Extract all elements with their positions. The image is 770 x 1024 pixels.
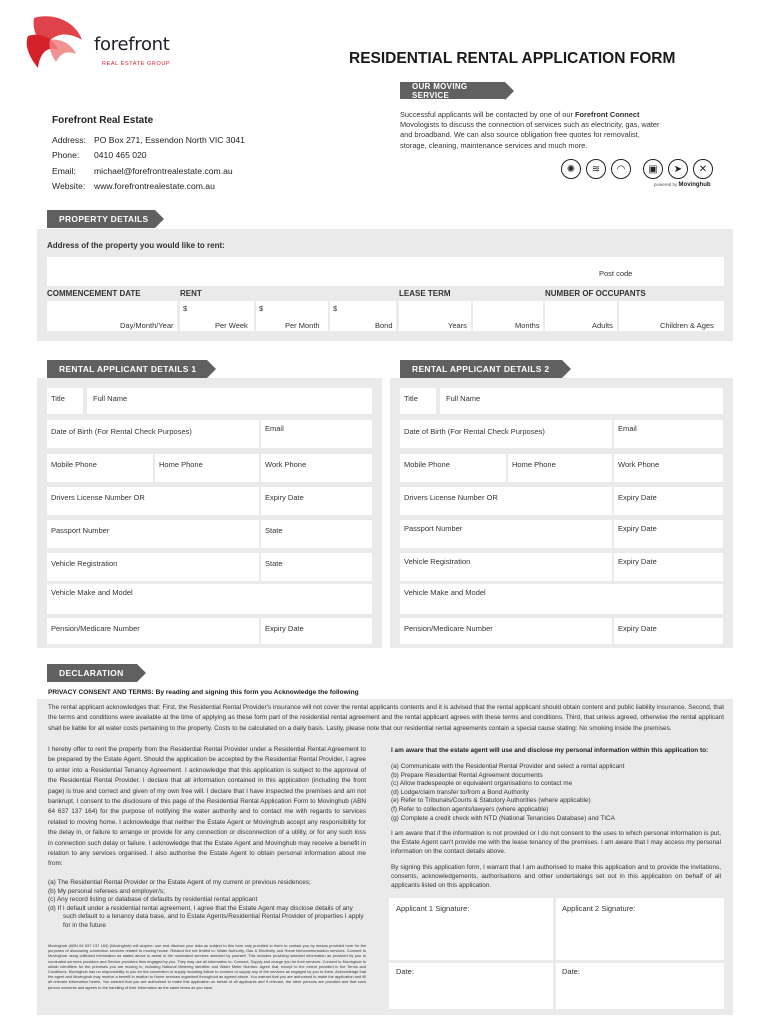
a1-state1-label: State	[265, 526, 283, 535]
right-heading: I am aware that the estate agent will use and disclose my personal information within this application to:	[391, 747, 709, 754]
a1-vehicle-make-label: Vehicle Make and Model	[51, 588, 133, 597]
a1-work-label: Work Phone	[265, 460, 307, 469]
a1-expiry2-label: Expiry Date	[265, 624, 304, 633]
bond-hint: Bond	[375, 321, 393, 330]
per-week-hint: Per Week	[215, 321, 248, 330]
applicant2-date-label: Date:	[562, 967, 580, 976]
list-item: (d) If I default under a residential rental agreement, I agree that the Estate Agent may disclose details of any such default to a tenancy data base, and to Estate Agents/Residential Rental Provider of properties I apply for in the future	[48, 904, 364, 929]
pointer-icon: ➤	[668, 159, 688, 179]
logo	[20, 10, 190, 70]
per-month-hint: Per Month	[285, 321, 320, 330]
months-hint: Months	[515, 321, 540, 330]
dollar-sign: $	[183, 304, 188, 313]
commencement-label: COMMENCEMENT DATE	[47, 289, 141, 298]
dollar-sign: $	[333, 304, 338, 313]
wifi-icon: ≋	[586, 159, 606, 179]
a2-dob-label: Date of Birth (For Rental Check Purposes)	[404, 427, 545, 436]
a1-fullname-label: Full Name	[93, 394, 128, 403]
property-tab: PROPERTY DETAILS	[47, 210, 155, 228]
years-hint: Years	[448, 321, 467, 330]
a2-mobile-label: Mobile Phone	[404, 460, 450, 469]
applicant2-date-field[interactable]	[556, 963, 724, 1009]
applicant1-section	[37, 378, 382, 648]
a1-expiry1-label: Expiry Date	[265, 493, 304, 502]
declaration-right-list	[391, 763, 721, 823]
a1-license-label: Drivers License Number OR	[51, 493, 145, 502]
children-hint: Children & Ages	[660, 321, 714, 330]
a2-expiry2-label: Expiry Date	[618, 524, 657, 533]
list-item: (c) Any record listing or database of defaults by residential rental applicant	[48, 896, 258, 904]
applicant2-tab: RENTAL APPLICANT DETAILS 2	[400, 360, 562, 378]
a2-vehicle-make-label: Vehicle Make and Model	[404, 588, 486, 597]
list-item: (f) Refer to collection agents/lawyers (where applicable)	[391, 805, 549, 813]
a1-pension-label: Pension/Medicare Number	[51, 624, 140, 633]
applicant1-tab: RENTAL APPLICANT DETAILS 1	[47, 360, 207, 378]
a2-title-label: Title	[404, 394, 418, 403]
list-item: (c) Allow tradespeople or equivalent organisations to contact me	[391, 780, 573, 788]
list-item: (e) Refer to Tribunals/Courts & Statutory Authorities (where applicable)	[391, 797, 591, 805]
occupants-label: NUMBER OF OCCUPANTS	[545, 289, 646, 298]
a2-work-label: Work Phone	[618, 460, 660, 469]
privacy-heading: PRIVACY CONSENT AND TERMS: By reading and signing this form you Acknowledge the following	[48, 689, 359, 696]
lock-icon: ▣	[643, 159, 663, 179]
date-hint: Day/Month/Year	[120, 321, 174, 330]
form-title: RESIDENTIAL RENTAL APPLICATION FORM	[349, 50, 676, 67]
agency-name: Forefront Real Estate	[52, 115, 154, 126]
declaration-intro: The rental applicant acknowledges that: First, the Residential Rental Provider's insurance will not cover the rental applicants contents and it is advised that the rental applicant should obtain content and public liability insurance. Second, that the terms and conditions were available at the time of applying as these form part of the residential rental agreement and the rental applicant agrees with these terms and conditions. Third, that unless agreed, otherwise the rental applicant shall be liable for all water costs pertaining to the property. Costs to be calculated on a daily basis. Lastly, please note that our residential rental agreements contain a special cause stating: No smoking inside the premises.	[48, 704, 724, 732]
list-item: (a) The Residential Rental Provider or the Estate Agent of my current or previous residences;	[48, 879, 311, 886]
agency-phone-row: Phone: 0410 465 020	[52, 150, 147, 161]
powered-by: powered by Movinghub	[654, 182, 711, 188]
a2-license-label: Drivers License Number OR	[404, 493, 498, 502]
list-item: (g) Complete a credit check with NTD (National Tenancies Database) and TICA	[391, 814, 615, 822]
declaration-left-list	[48, 879, 366, 931]
agency-website-row: Website: www.forefrontrealestate.com.au	[52, 181, 215, 192]
declaration-tab: DECLARATION	[47, 664, 137, 682]
lightbulb-icon: ✺	[561, 159, 581, 179]
a2-pension-label: Pension/Medicare Number	[404, 624, 493, 633]
postcode-label: Post code	[599, 269, 633, 278]
list-item: (d) Lodge/claim transfer to/from a Bond Authority	[391, 788, 529, 796]
forefront-logo-icon	[20, 10, 90, 70]
a1-passport-label: Passport Number	[51, 526, 110, 535]
agency-address-row: Address: PO Box 271, Essendon North VIC 3041	[52, 135, 245, 145]
moving-service-tab: OUR MOVING SERVICE	[400, 82, 505, 99]
property-section	[37, 229, 733, 341]
tools-icon: ✕	[693, 159, 713, 179]
a1-vehicle-reg-label: Vehicle Registration	[51, 559, 118, 568]
applicant1-signature-label: Applicant 1 Signature:	[396, 904, 470, 913]
a2-expiry4-label: Expiry Date	[618, 624, 657, 633]
dollar-sign: $	[259, 304, 264, 313]
property-question: Address of the property you would like to rent:	[47, 241, 225, 250]
applicant2-signature-label: Applicant 2 Signature:	[562, 904, 636, 913]
a1-state2-label: State	[265, 559, 283, 568]
a2-vehicle-reg-label: Vehicle Registration	[404, 557, 471, 566]
a1-mobile-label: Mobile Phone	[51, 460, 97, 469]
water-tap-icon: ◠	[611, 159, 631, 179]
a2-expiry1-label: Expiry Date	[618, 493, 657, 502]
moving-service-text: Successful applicants will be contacted by one of our Forefront Connect Movologists to discuss the connection of services such as electricity, gas, water and broadband. We can also source obligation free quotes for removalist, storage, cleaning, maintenance services and much more.	[400, 110, 660, 150]
agency-email-row: Email: michael@forefrontrealestate.com.au	[52, 165, 233, 176]
lease-label: LEASE TERM	[399, 289, 451, 298]
a1-title-label: Title	[51, 394, 65, 403]
a2-home-label: Home Phone	[512, 460, 556, 469]
brand-sub: REAL ESTATE GROUP	[102, 61, 171, 67]
a1-fullname-field[interactable]	[87, 388, 372, 414]
a1-home-label: Home Phone	[159, 460, 203, 469]
list-item: (b) Prepare Residential Rental Agreement documents	[391, 771, 543, 779]
a1-email-label: Email	[265, 424, 284, 433]
right-signing: By signing this application form, I warrant that I am authorised to make this application and to provide the invitations, consents, acknowledgements, authorisations and other undertakings set out in this application on behalf of all applicants listed on this application.	[391, 864, 721, 889]
list-item: (a) Communicate with the Residential Rental Provider and select a rental applicant	[391, 763, 625, 770]
list-item: (b) My personal referees and employer/s;	[48, 887, 165, 895]
a2-fullname-label: Full Name	[446, 394, 481, 403]
adults-hint: Adults	[592, 321, 613, 330]
a2-fullname-field[interactable]	[440, 388, 723, 414]
rent-label: RENT	[180, 289, 202, 298]
a2-expiry3-label: Expiry Date	[618, 557, 657, 566]
fine-print: Movinghub (ABN 64 637 137 164) (Movinghub) will acquire, use and disclose your data as subject to this form only provided to them to contact you by means provided here for the purposes of discussing connection services related to moving house. Related but not limited to: Water Authority, Gas & Electricity and Home telecommunication services. Consent to Movinghub using collected information as stated above is assist in the nominated services selected by yourself. This includes providing selected information as provided by you to nominated services providers and Service providers thus engaged by you. They may use all information to: Connect, Supply and charge you for their services. Consent to Movinghub to obtain identifiers for the premises you are moving in, including National Metering identifier and Water Meter Number. Agree that, except to the extent provided in the Terms and Conditions, Movinghub has no responsibility to you for the connection or supply including failure to connect or supply any of the services as engaged by you to them. Acknowledge that the agent and Movinghub may receive a benefit in relation to Home services organised throughout as agreed above. You warrant that you are authorised to make the application and fill all relevant information herein. You warrant that you are authorised to make this application on behalf of all applicants and if relevant, the other persons are provided and that such person consents and agrees to the handling of their information as the same terms as you have.	[48, 943, 366, 990]
right-aware: I am aware that if the information is not provided or I do not consent to the uses to which personal information is put, the Estate Agent can't provide me with the lease tenancy of the premises. I am aware that I may access my personal information on the contact details above.	[391, 830, 721, 855]
declaration-panel	[37, 699, 733, 1015]
declaration-left-para: I hereby offer to rent the property from the Residential Rental Provider under a Residential Rental Agreement to be prepared by the Estate Agent. Should the application be accepted by the Residential Rental Provider, I agree to enter into a Residential Tenancy Agreement. I acknowledge that this application is subject to the approval of the Residential Rental Provider. I declare that all information contained in this application (including the front page) is true and correct and given of my own free will. I declare that I have inspected the premises and am not bankrupt. I consent to the disclosure of this page of the Residential Rental Application Form to Movinghub (ABN 64 637 137 164) for the purpose of notifying the water authority and to contact me with regards to services related to moving home. I acknowledge that neither the Estate Agent or Movinghub accept any responsibility for the delay in, or failure to arrange or provide for any connection or disconnection of a utility, or for any such loss in connection such delay or failure. I acknowledge that the Estate Agent and Movinghub may receive a benefit in relation to any services organised. I also authorise the Estate Agent to obtain personal information about me from:	[48, 746, 366, 868]
brand-name: forefront	[94, 34, 170, 55]
applicant2-section	[390, 378, 733, 648]
applicant1-date-label: Date:	[396, 967, 414, 976]
a2-email-label: Email	[618, 424, 637, 433]
a1-dob-label: Date of Birth (For Rental Check Purposes)	[51, 427, 192, 436]
a2-passport-label: Passport Number	[404, 524, 463, 533]
